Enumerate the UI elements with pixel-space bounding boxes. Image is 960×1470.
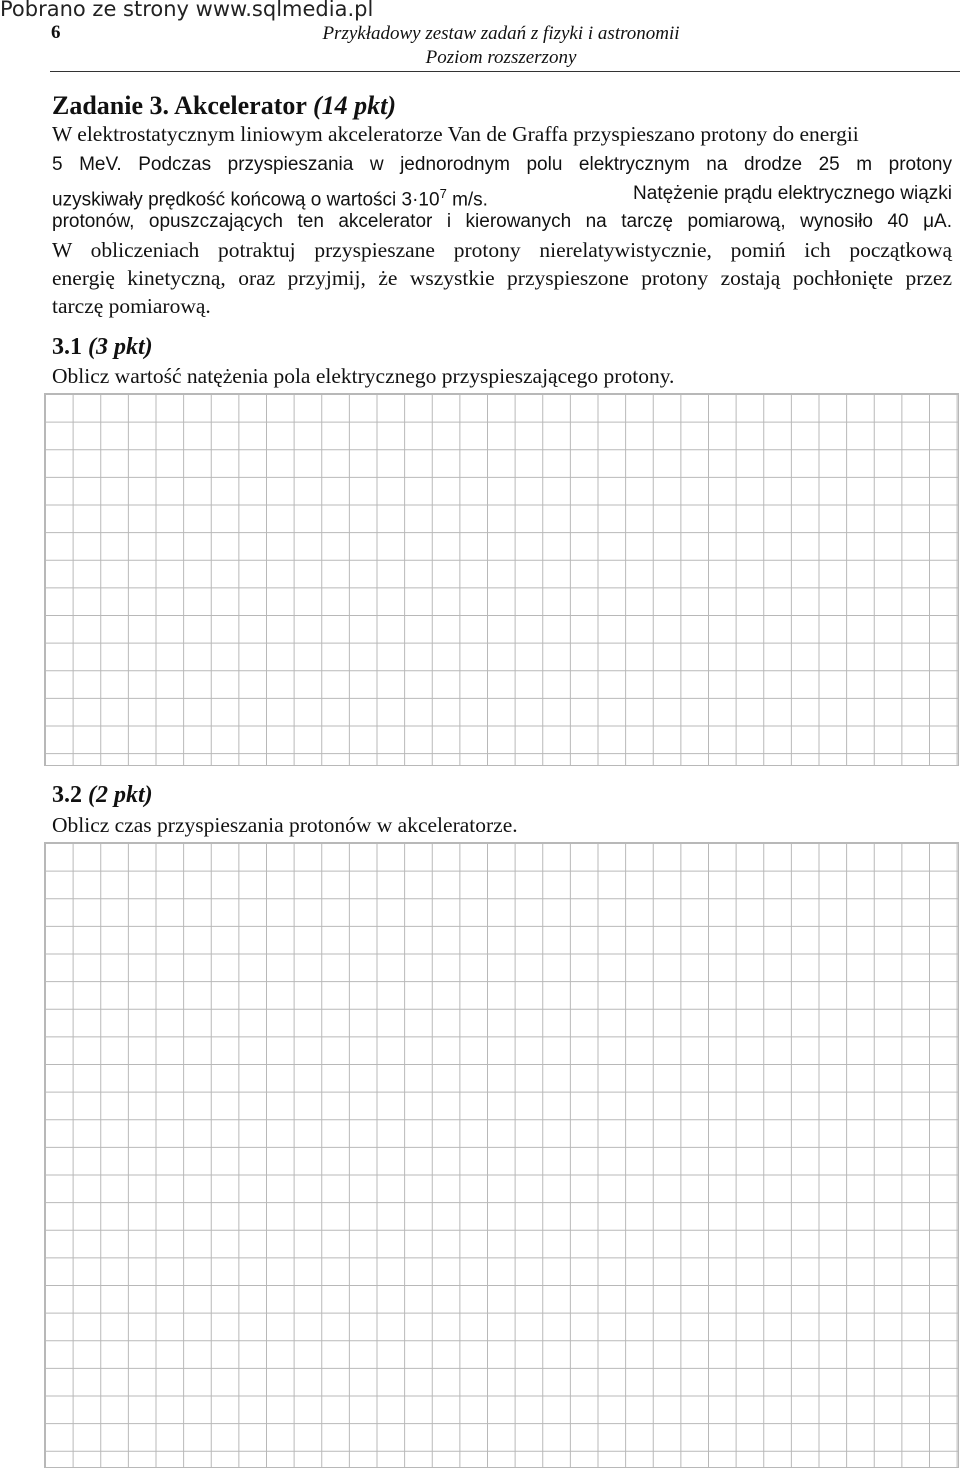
subtask-3-2-title bbox=[52, 780, 153, 810]
answer-grid-3-1[interactable] bbox=[44, 393, 959, 766]
subtask-3-1-number: 3.1 bbox=[52, 334, 82, 360]
task-text-line-6: energię kinetyczną, oraz przyjmij, że wszystkie przyspieszone protony zostają pochłonięte przez bbox=[52, 266, 952, 290]
task-title bbox=[52, 90, 396, 122]
velocity-exponent: 7 bbox=[439, 186, 447, 201]
velocity-unit: m/s. bbox=[446, 189, 488, 211]
task-title-text: Zadanie 3. Akcelerator bbox=[52, 91, 307, 120]
page-number: 6 bbox=[51, 22, 61, 43]
task-text-line-1: W elektrostatycznym liniowym akceleratorze Van de Graffa przyspieszano protony do energii bbox=[52, 122, 859, 146]
header-divider bbox=[50, 71, 960, 72]
task-text-line-5: W obliczeniach potraktuj przyspieszane protony nierelatywistycznie, pomiń ich początkową bbox=[52, 238, 952, 262]
answer-grid-3-2[interactable] bbox=[44, 842, 959, 1468]
subtask-3-1-title bbox=[52, 332, 153, 362]
header-title: Przykładowy zestaw zadań z fizyki i astronomii bbox=[322, 23, 680, 44]
task-text-line-2: 5 MeV. Podczas przyspieszania w jednorodnym polu elektrycznym na drodze 25 m protony bbox=[52, 154, 952, 175]
task-points: (14 pkt) bbox=[312, 91, 396, 120]
subtask-3-2-question: Oblicz czas przyspieszania protonów w akceleratorze. bbox=[52, 813, 518, 837]
header-subtitle: Poziom rozszerzony bbox=[425, 47, 577, 68]
watermark: Pobrano ze strony www.sqlmedia.pl bbox=[0, 0, 374, 21]
subtask-3-1-points: (3 pkt) bbox=[88, 334, 153, 360]
task-text-line-4: protonów, opuszczających ten akcelerator i kierowanych na tarczę pomiarową, wynosiło 40 μA. bbox=[52, 211, 952, 232]
subtask-3-2-points: (2 pkt) bbox=[88, 782, 153, 808]
current-intro-text: Natężenie prądu elektrycznego wiązki bbox=[633, 183, 952, 204]
subtask-3-2-number: 3.2 bbox=[52, 782, 82, 808]
subtask-3-1-question: Oblicz wartość natężenia pola elektrycznego przyspieszającego protony. bbox=[52, 364, 675, 388]
task-text-line-7: tarczę pomiarową. bbox=[52, 294, 211, 318]
velocity-text: uzyskiwały prędkość końcową o wartości 3·10 bbox=[52, 189, 440, 211]
